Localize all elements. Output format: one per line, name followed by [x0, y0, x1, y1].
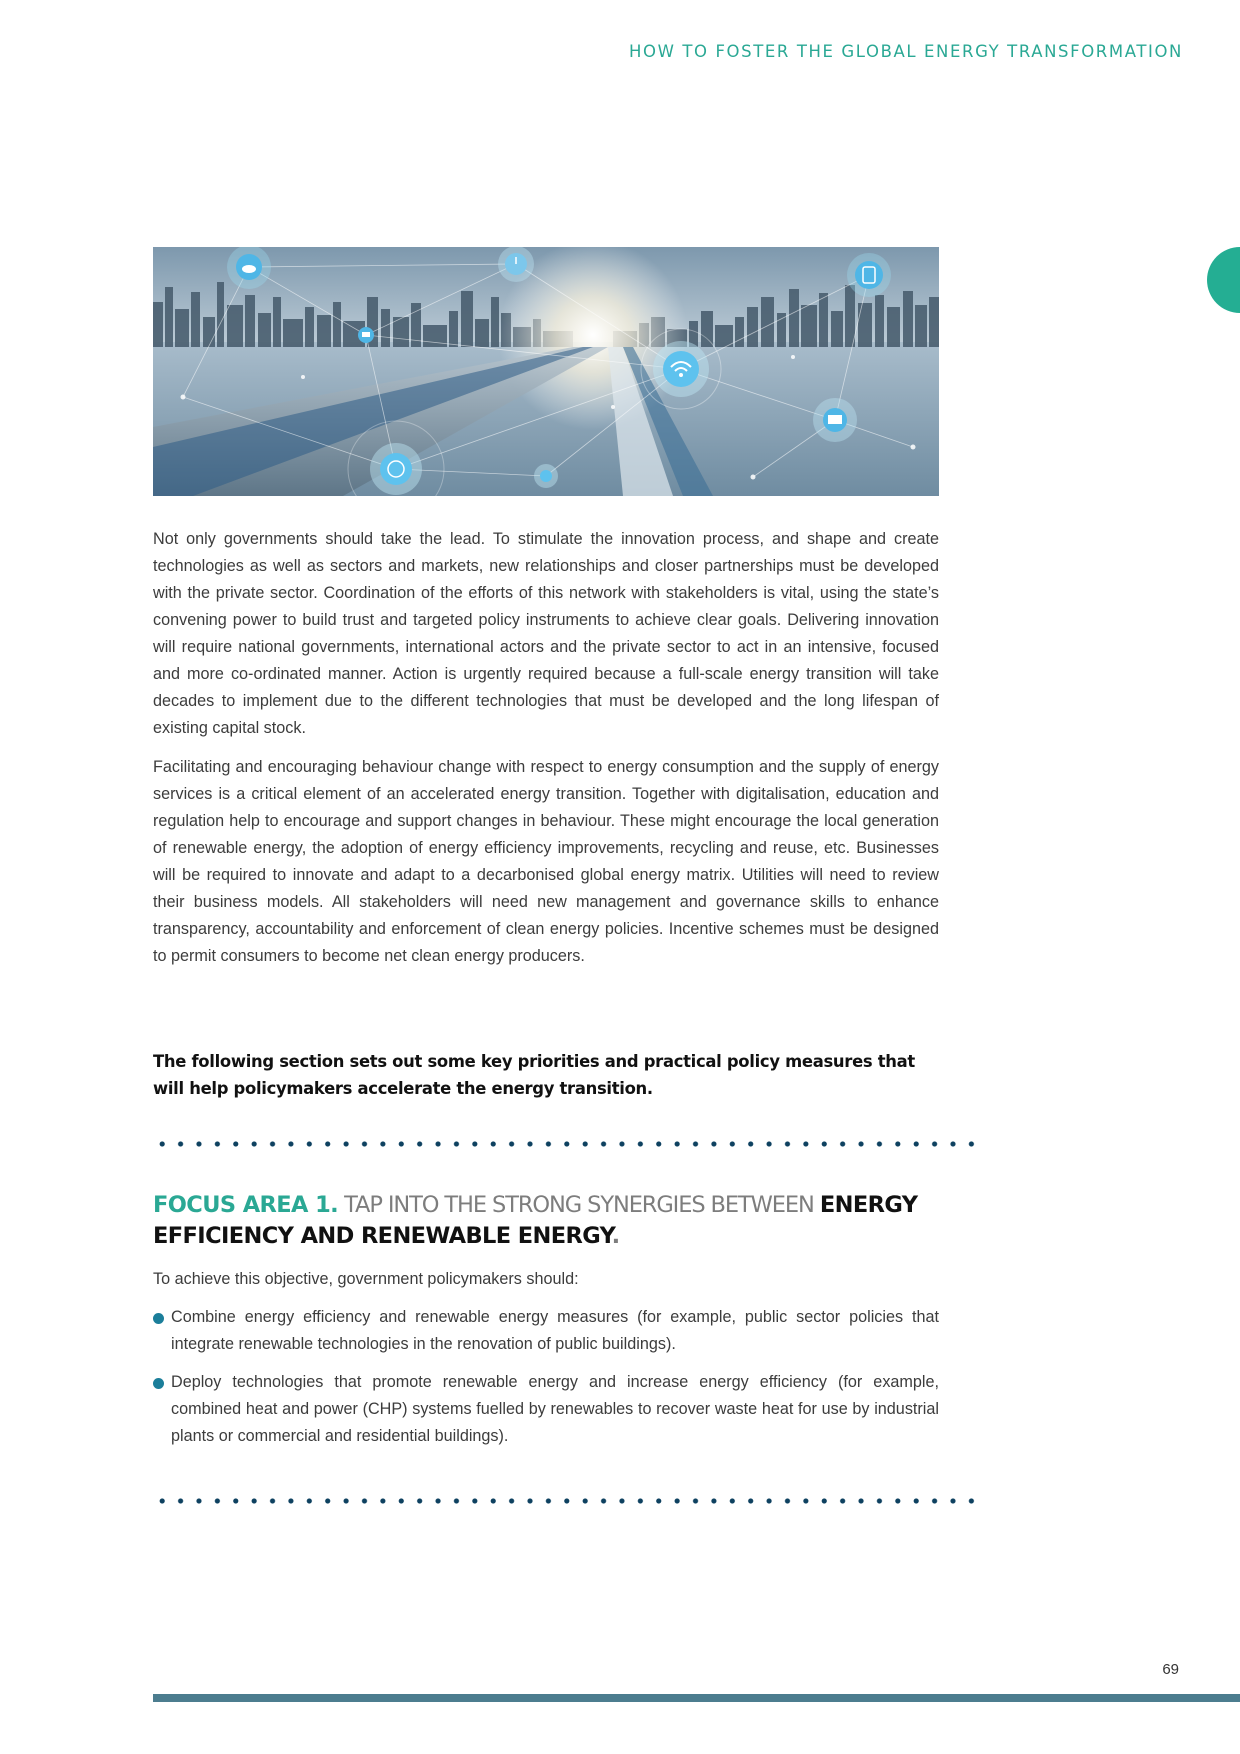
bullet-icon: [153, 1313, 164, 1324]
list-item-text: Combine energy efficiency and renewable energy measures (for example, public sector policies that integrate renewable technologies in the renovation of public buildings).: [171, 1308, 939, 1353]
dotted-divider: [153, 1498, 985, 1504]
focus-area-title-strong: ENERGY EFFICIENCY AND RENEWABLE ENERGY: [153, 1192, 918, 1249]
node-icon: [534, 464, 558, 488]
focus-area-heading: [153, 1190, 953, 1252]
page-number: 69: [1162, 1661, 1179, 1678]
focus-area-intro: To achieve this objective, government policymakers should:: [153, 1270, 579, 1288]
footer-bar: [153, 1694, 1240, 1702]
tablet-icon: [847, 253, 891, 297]
clock-icon: [498, 247, 534, 282]
list-item-text: Deploy technologies that promote renewable energy and increase energy efficiency (for example, combined heat and power (CHP) systems fuelled by renewables to recover waste heat for use by industrial plants or commercial and residential buildings).: [171, 1373, 939, 1445]
wifi-icon: [641, 329, 721, 409]
policy-measures-list: [153, 1304, 939, 1461]
dotted-divider: [153, 1141, 985, 1147]
focus-area-label: FOCUS AREA 1.: [153, 1192, 339, 1218]
bullet-icon: [153, 1378, 164, 1389]
lead-in-statement: The following section sets out some key priorities and practical policy measures that will help policymakers accelerate the energy transition.: [153, 1052, 915, 1098]
laptop-icon: [358, 327, 374, 343]
monitor-icon: [813, 398, 857, 442]
cloud-icon: [227, 247, 271, 289]
running-header: HOW TO FOSTER THE GLOBAL ENERGY TRANSFORMATION: [629, 42, 1183, 61]
body-paragraph-1: Not only governments should take the lead. To stimulate the innovation process, and shape and create technologies as well as sectors and markets, new relationships and closer partnerships must be developed with the private sector. Coordination of the efforts of this network with stakeholders is vital, using the state’s convening power to build trust and targeted policy instruments to achieve clear goals. Delivering innovation will require national governments, international actors and the private sector to act in an intensive, focused and more co-ordinated manner. Action is urgently required because a full-scale energy transition will take decades to implement due to the different technologies that must be developed and the long lifespan of existing capital stock.: [153, 530, 939, 737]
list-item: [153, 1369, 939, 1450]
focus-area-title-lead: TAP INTO THE STRONG SYNERGIES BETWEEN: [338, 1192, 820, 1218]
focus-area-title-end: .: [611, 1223, 620, 1249]
list-item: [153, 1304, 939, 1358]
smart-city-illustration: [153, 247, 939, 496]
body-paragraph-2: Facilitating and encouraging behaviour change with respect to energy consumption and the supply of energy services is a critical element of an accelerated energy transition. Together with digitalisation, education and regulation help to encourage and support changes in behaviour. These might encourage the local generation of renewable energy, the adoption of energy efficiency improvements, recycling and reuse, etc. Businesses will be required to innovate and adapt to a decarbonised global energy matrix. Utilities will need to review their business models. All stakeholders will need new management and governance skills to enhance transparency, accountability and enforcement of clean energy policies. Incentive schemes must be designed to permit consumers to become net clean energy producers.: [153, 758, 939, 965]
section-tab-marker: [1207, 247, 1240, 313]
hero-image: [153, 247, 939, 496]
